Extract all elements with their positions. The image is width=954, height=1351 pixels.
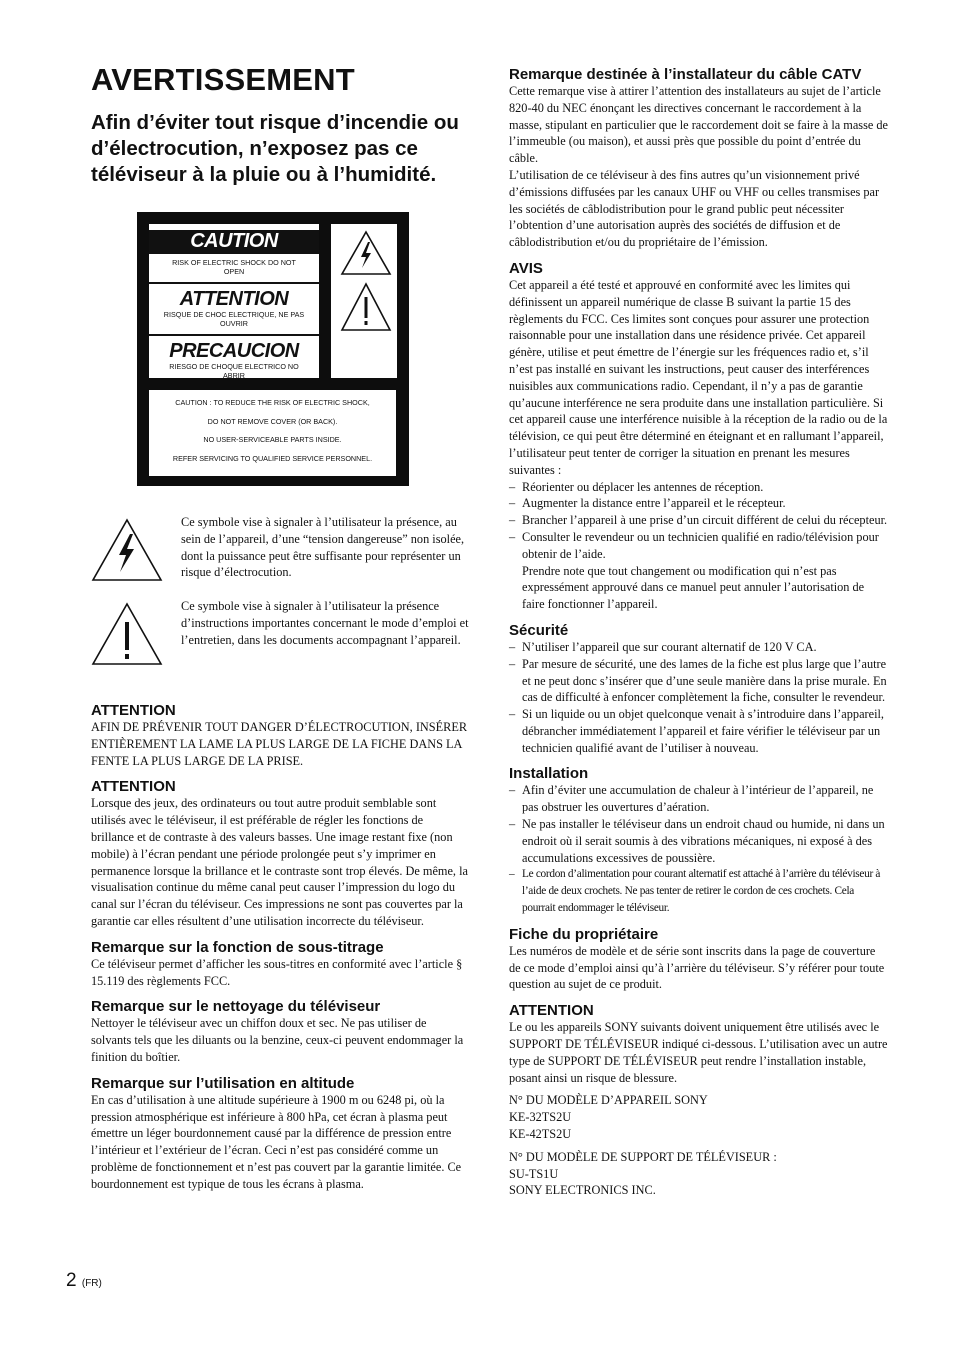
list-item: – Le cordon d’alimentation pour courant alternatif est attaché à l’arrière du téléviseur à l’aide de deux crochets. Ne pas tenter de retirer le cordon de ces crochets. Cela pourrait endommager le téléviseur.: [509, 866, 889, 916]
installation-list: [509, 782, 889, 916]
section-attention-plug: [91, 702, 469, 769]
exclamation-symbol-icon: [91, 602, 163, 666]
list-item: – Brancher l’appareil à une prise d’un circuit différent de celui du récepteur.: [509, 512, 889, 529]
catv-paragraph-1: Cette remarque vise à attirer l’attention des installateurs au sujet de l’article 820-40 du NEC énonçant les directives concernant le raccordement à la masse, stipulant en particulier que le raccordement doit se faire à la masse de l’immeuble (ou maison), et aussi près que possible du point d’entrée du câble.: [509, 84, 888, 166]
model-number: KE-42TS2U: [509, 1127, 572, 1142]
caution-sub: RISK OF ELECTRIC SHOCK DO NOT OPEN: [172, 258, 296, 276]
avis-note: Prendre note que tout changement ou modification qui n’est pas expressément approuvé dans ce manuel peut annuler l’autorisation de faire fonctionner l’appareil.: [522, 563, 865, 612]
securite-list: [509, 639, 889, 757]
section-securite: [509, 622, 889, 757]
section-heading: ATTENTION: [91, 702, 176, 719]
fiche-body: Les numéros de modèle et de série sont inscrits dans la page de couverture de ce mode d’emploi ainsi qu’à l’arrière du téléviseur. S’y référer pour toute question au sujet de ce produit.: [509, 943, 885, 992]
section-fiche: [509, 926, 889, 993]
lightning-symbol-text: Ce symbole vise à signaler à l’utilisateur la présence, au sein de l’appareil, d’une “tension dangereuse” non isolée, dont la puissance peut être suffisante pour représenter un risque d’électrocution.: [181, 515, 465, 580]
stand-label: N° DU MODÈLE DE SUPPORT DE TÉLÉVISEUR :: [509, 1149, 777, 1164]
section-heading: ATTENTION: [509, 1002, 594, 1020]
section-attention-burnin: [91, 778, 469, 929]
catv-paragraph-2: L’utilisation de ce téléviseur à des fins autres qu’un visionnement privé d’émissions diffusées par les canaux UHF ou VHF ou celles transmises par les sociétés de câblodistribution pour le grand public peut nécessiter l’obtention d’une autorisation auprès des sociétés de diffusion et de câblodistribution et/ou du propriétaire de l’émission.: [509, 167, 880, 250]
list-item: – Par mesure de sécurité, une des lames de la fiche est plus large que l’autre et ne peut donc s’insérer que d’une seule manière dans la prise murale. En cas de difficulté à enfoncer complètement la fiche, consulter le revendeur.: [509, 656, 889, 706]
right-column: [509, 66, 889, 1208]
list-item: – Afin d’éviter une accumulation de chaleur à l’intérieur de l’appareil, ne pas obstruer les ouvertures d’aération.: [509, 782, 889, 816]
lightning-warning-icon: [340, 230, 392, 276]
caution-line-1: CAUTION : TO REDUCE THE RISK OF ELECTRIC SHOCK,: [175, 398, 370, 407]
caution-line-3: NO USER-SERVICEABLE PARTS INSIDE.: [203, 435, 342, 444]
section-heading: Fiche du propriétaire: [509, 925, 659, 943]
caution-word-panel: [149, 224, 319, 378]
language-code: (FR): [81, 1278, 102, 1289]
avis-body: Cet appareil a été testé et approuvé en conformité avec les limites qui définissent un appareil numérique de classe B suivant la partie 15 des règlements du FCC. Ces limites sont conçues pour assurer une protection raisonnable pour une installation dans une résidence privée. Cet appareil génère, utilise et peut émettre de l’énergie sur les fréquences radio et, s’il n’est pas installé en suivant les instructions, peut causer des interférences nuisibles aux communications radio. Cependant, il n’y a pas de garantie qu’aucune interférence ne sera produite dans une installation particulière. Si cet appareil cause une interférence nuisible à la réception de la radio ou de la télévision, ce qui peut être déterminé en éteignant et en rallumant l’appareil, l’utilisateur peut tenter de corriger la situation en prenant les mesures suivantes :: [509, 277, 888, 477]
section-body: Nettoyer le téléviseur avec un chiffon doux et sec. Ne pas utiliser de solvants tels que les diluants ou la benzine, ceux-ci peuvent endommager la finition du boîtier.: [91, 1016, 464, 1064]
section-installation: [509, 765, 889, 916]
section-body: En cas d’utilisation à une altitude supérieure à 1900 m ou 6248 pi, où la pression atmosphérique est inférieure à 800 hPa, cet écran à plasma peut émettre un léger bourdonnement causé par la différence de pression entre l’intérieur et l’extérieur de l’écran. Ceci n’est pas considéré comme un problème de fonctionnement et n’est pas couvert par la garantie limitée. Ce bourdonnement est typique de tous les écrans à plasma.: [91, 1092, 462, 1191]
model-number: KE-32TS2U: [509, 1110, 572, 1125]
section-body: AFIN DE PRÉVENIR TOUT DANGER D’ÉLECTROCUTION, INSÉRER ENTIÈREMENT LA LAME LA PLUS LARGE DE LA FICHE DANS LA FENTE LA PLUS LARGE DE LA PRISE.: [91, 720, 468, 768]
section-heading: Remarque sur la fonction de sous-titrage: [91, 938, 384, 956]
list-item: – Si un liquide ou un objet quelconque venait à s’introduire dans l’appareil, débrancher immédiatement l’appareil et faire vérifier le téléviseur par un technicien qualifié avant de l’utiliser à nouveau.: [509, 706, 889, 756]
section-captions: [91, 939, 469, 990]
list-item: – Réorienter ou déplacer les antennes de réception.: [509, 479, 889, 496]
section-body: Ce téléviseur permet d’afficher les sous-titres en conformité avec l’article § 15.119 des règlements FCC.: [91, 956, 463, 988]
section-heading: Remarque sur l’utilisation en altitude: [91, 1074, 355, 1092]
stand-model: SU-TS1U: [509, 1166, 559, 1181]
exclamation-warning-icon: [340, 282, 392, 332]
caution-word: CAUTION: [190, 230, 278, 252]
section-heading: Remarque destinée à l’installateur du câble CATV: [509, 66, 862, 83]
attention-word: ATTENTION: [179, 288, 289, 310]
section-heading: Remarque sur le nettoyage du téléviseur: [91, 998, 381, 1016]
section-body: Lorsque des jeux, des ordinateurs ou tout autre produit semblable sont utilisés avec le téléviseur, il est préférable de régler les fonctions de brillance et de contraste à des valeurs basses. Une image restant fixe (non mobile) à l’écran pendant une période prolongée peut s’y imprimer en permanence lorsque la brillance et le contraste sont trop élevés. De même, la visualisation continue du même canal peut causer l’impression du logo du canal sur l’écran du téléviseur. Ces impressions ne sont pas couvertes par la garantie car elles résultent d’une utilisation incorrecte du téléviseur.: [91, 796, 468, 928]
avis-list: [509, 479, 889, 563]
section-attention-stand: [509, 1002, 889, 1199]
section-altitude: [91, 1075, 469, 1193]
page-title: AVERTISSEMENT: [91, 62, 355, 97]
section-cleaning: [91, 998, 469, 1065]
caution-text-panel: [149, 390, 396, 476]
section-heading: ATTENTION: [91, 778, 176, 796]
precaucion-sub: RIESGO DE CHOQUE ELECTRICO NO ABRIR: [169, 362, 299, 380]
section-catv: [509, 66, 889, 251]
page-number-value: 2: [66, 1270, 77, 1291]
left-column: [91, 62, 469, 1202]
exclamation-symbol-explanation: [91, 598, 469, 682]
attention-sub: RISQUE DE CHOC ELECTRIQUE, NE PAS OUVRIR: [163, 310, 305, 328]
exclamation-symbol-text: Ce symbole vise à signaler à l’utilisateur la présence d’instructions importantes concernant le mode d’emploi et l’entretien, dans les documents accompagnant l’appareil.: [181, 599, 469, 647]
lightning-symbol-explanation: [91, 514, 469, 598]
list-item: – Ne pas installer le téléviseur dans un endroit chaud ou humide, ni dans un endroit où il serait soumis à des vibrations mécaniques, ni exposé à des accumulations excessives de poussière.: [509, 816, 889, 866]
warning-subtitle: Afin d’éviter tout risque d’incendie ou d’électrocution, n’exposez pas ce téléviseur à la pluie ou à l’humidité.: [91, 111, 459, 186]
lightning-symbol-icon: [91, 518, 163, 582]
manufacturer: SONY ELECTRONICS INC.: [509, 1183, 656, 1198]
section-avis: [509, 260, 889, 613]
list-item: – N’utiliser l’appareil que sur courant alternatif de 120 V CA.: [509, 639, 889, 656]
caution-line-4: REFER SERVICING TO QUALIFIED SERVICE PERSONNEL.: [172, 453, 373, 463]
list-item: – Augmenter la distance entre l’appareil et le récepteur.: [509, 495, 889, 512]
attention-body: Le ou les appareils SONY suivants doivent uniquement être utilisés avec le SUPPORT DE TÉLÉVISEUR indiqué ci-dessous. L’utilisation avec un autre type de SUPPORT DE TÉLÉVISEUR peut rendre l’installation instable, posant ainsi un risque de blessure.: [509, 1020, 888, 1085]
caution-label-box: [137, 212, 409, 486]
precaucion-word: PRECAUCION: [169, 340, 299, 362]
caution-line-2: DO NOT REMOVE COVER (OR BACK).: [207, 416, 338, 426]
list-item: – Consulter le revendeur ou un technicien qualifié en radio/télévision pour obtenir de l’aide.: [509, 529, 889, 563]
caution-bar: [149, 230, 319, 254]
page-number: [66, 1270, 102, 1292]
section-heading: Installation: [509, 765, 589, 783]
model-label: N° DU MODÈLE D’APPAREIL SONY: [509, 1093, 708, 1108]
section-heading: Sécurité: [509, 621, 569, 639]
section-heading: AVIS: [509, 259, 543, 277]
